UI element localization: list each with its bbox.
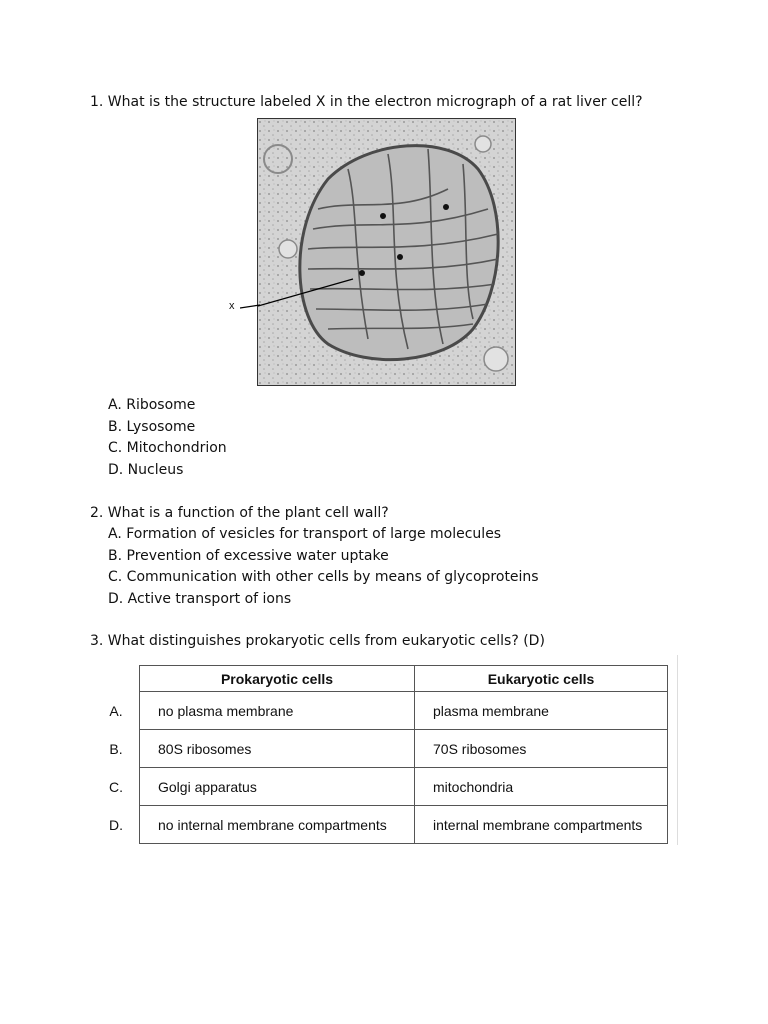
prokaryotic-cell: no internal membrane compartments <box>140 806 415 844</box>
eukaryotic-cell: internal membrane compartments <box>415 806 668 844</box>
header-blank <box>93 666 140 692</box>
row-letter: A. <box>109 702 123 719</box>
scan-edge-line <box>677 655 678 845</box>
row-letter: B. <box>109 740 123 757</box>
q2-option-c: C. Communication with other cells by means of glycoproteins <box>108 569 539 586</box>
row-letter: C. <box>109 778 123 795</box>
q1-option-a: A. Ribosome <box>108 397 196 413</box>
question-1-text: 1. What is the structure labeled X in the electron micrograph of a rat liver cell? <box>90 94 643 110</box>
micrograph-image <box>258 119 516 386</box>
header-prokaryotic: Prokaryotic cells <box>140 666 415 692</box>
question-1-options <box>108 395 227 481</box>
q1-option-d: D. Nucleus <box>108 461 184 478</box>
label-x: x <box>229 300 235 312</box>
question-3-text: 3. What distinguishes prokaryotic cells from eukaryotic cells? (D) <box>90 633 545 649</box>
prokaryotic-cell: Golgi apparatus <box>140 768 415 806</box>
eukaryotic-cell: plasma membrane <box>415 692 668 730</box>
question-2-options <box>108 524 539 610</box>
table-row <box>93 692 668 730</box>
table-row <box>93 768 668 806</box>
cell-comparison-table <box>93 665 668 844</box>
eukaryotic-cell: 70S ribosomes <box>415 730 668 768</box>
question-2-text: 2. What is a function of the plant cell wall? <box>90 505 389 521</box>
table-header-row <box>93 666 668 692</box>
q1-option-c: C. Mitochondrion <box>108 440 227 457</box>
q2-option-a: A. Formation of vesicles for transport of large molecules <box>108 526 502 542</box>
header-eukaryotic: Eukaryotic cells <box>415 666 668 692</box>
prokaryotic-cell: no plasma membrane <box>140 692 415 730</box>
row-letter: D. <box>109 816 123 833</box>
q1-option-b: B. Lysosome <box>108 418 196 435</box>
label-x-pointer-line <box>240 300 260 310</box>
q2-option-d: D. Active transport of ions <box>108 590 292 607</box>
q2-option-b: B. Prevention of excessive water uptake <box>108 547 389 564</box>
table-row <box>93 806 668 844</box>
mitochondrion-micrograph <box>257 118 516 386</box>
table-row <box>93 730 668 768</box>
eukaryotic-cell: mitochondria <box>415 768 668 806</box>
prokaryotic-cell: 80S ribosomes <box>140 730 415 768</box>
